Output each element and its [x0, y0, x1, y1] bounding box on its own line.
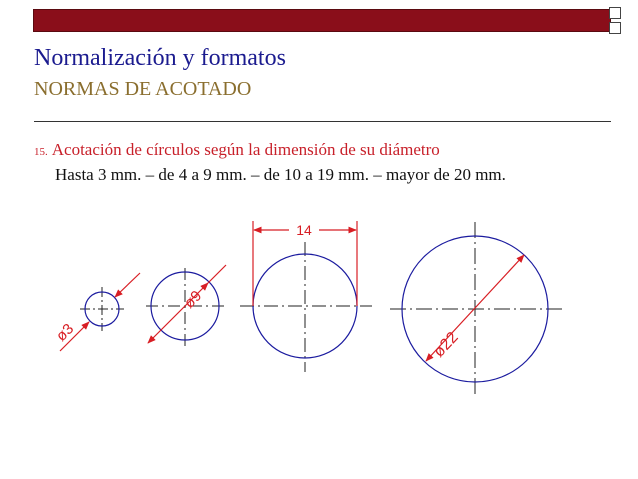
circle-d9-group	[146, 265, 226, 346]
dimension-leader	[115, 273, 140, 297]
label-d14: 14	[296, 222, 312, 238]
dimension-leader	[208, 265, 226, 283]
slide-title: Normalización y formatos	[34, 45, 286, 71]
circle-d22-group	[390, 222, 563, 398]
dimension-line	[148, 283, 208, 343]
circle-d3-group	[53, 273, 140, 351]
label-d9: ø9	[180, 287, 206, 312]
size-ranges-text: Hasta 3 mm. – de 4 a 9 mm. – de 10 a 19 mm. – mayor de 20 mm.	[55, 165, 506, 184]
label-d22: ø22	[430, 328, 462, 361]
circle-d14-group	[240, 221, 372, 372]
item-text: Acotación de círculos según la dimensión de su diámetro	[51, 140, 440, 159]
label-d3: ø3	[52, 320, 78, 345]
slide-subtitle: NORMAS DE ACOTADO	[34, 78, 252, 100]
item-number: 15.	[34, 146, 48, 158]
